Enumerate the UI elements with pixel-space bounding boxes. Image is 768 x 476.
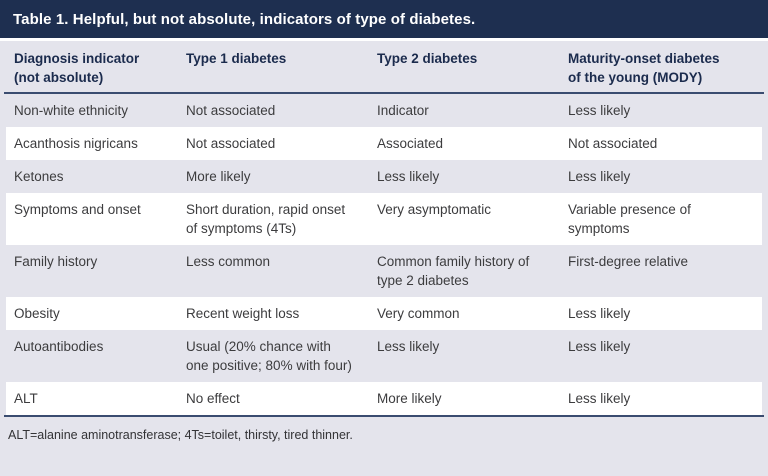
table-row-acanthosis-nigricans [6, 127, 762, 160]
column-header-diagnosis-indicator: Diagnosis indicator (not absolute) [14, 51, 140, 85]
table-cell: Less likely [568, 306, 631, 321]
table-cell: Less likely [377, 339, 440, 354]
table-cell: Less likely [568, 391, 631, 406]
table-cell: Less likely [377, 169, 440, 184]
table-row-alt [6, 382, 762, 415]
table-cell: Autoantibodies [14, 339, 104, 354]
table-cell: Associated [377, 136, 444, 151]
table-row-non-white-ethnicity [6, 94, 762, 127]
table-cell: Obesity [14, 306, 60, 321]
table-cell: Less likely [568, 339, 631, 354]
table-cell: Indicator [377, 103, 429, 118]
table-cell: Family history [14, 254, 98, 269]
table-cell: Acanthosis nigricans [14, 136, 138, 151]
column-header-type-1-diabetes: Type 1 diabetes [186, 51, 287, 66]
table-row-obesity [6, 297, 762, 330]
table-row-autoantibodies [6, 330, 762, 382]
table-title: Table 1. Helpful, but not absolute, indicators of type of diabetes. [13, 10, 476, 28]
table-cell: Ketones [14, 169, 64, 184]
table-cell: Recent weight loss [186, 306, 300, 321]
table-cell: First-degree relative [568, 254, 689, 269]
table-cell: Not associated [186, 136, 276, 151]
table-cell: No effect [186, 391, 240, 406]
table-title-bar [0, 0, 768, 41]
column-header-type-2-diabetes: Type 2 diabetes [377, 51, 478, 66]
table-row-ketones [6, 160, 762, 193]
table-header-row [6, 41, 762, 92]
table-cell: Short duration, rapid onset of symptoms (4Ts) [186, 202, 346, 236]
table-row-family-history [6, 245, 762, 297]
table-cell: ALT [14, 391, 38, 406]
table-cell: Not associated [568, 136, 658, 151]
table-cell: Not associated [186, 103, 276, 118]
table-cell: Less likely [568, 103, 631, 118]
table-cell: More likely [186, 169, 251, 184]
table-cell: Usual (20% chance with one positive; 80% with four) [186, 339, 352, 373]
table-cell: Very asymptomatic [377, 202, 492, 217]
table-cell: Very common [377, 306, 460, 321]
table-row-symptoms-and-onset [6, 193, 762, 245]
table-footnote: ALT=alanine aminotransferase; 4Ts=toilet, thirsty, tired thinner. [8, 428, 353, 442]
table-cell: Common family history of type 2 diabetes [377, 254, 530, 288]
table-cell: Variable presence of symptoms [568, 202, 691, 236]
table-cell: Less common [186, 254, 271, 269]
table-cell: Symptoms and onset [14, 202, 141, 217]
table-cell: More likely [377, 391, 442, 406]
table-cell: Non-white ethnicity [14, 103, 129, 118]
table-cell: Less likely [568, 169, 631, 184]
column-header-mody: Maturity-onset diabetes of the young (MODY) [568, 51, 720, 85]
